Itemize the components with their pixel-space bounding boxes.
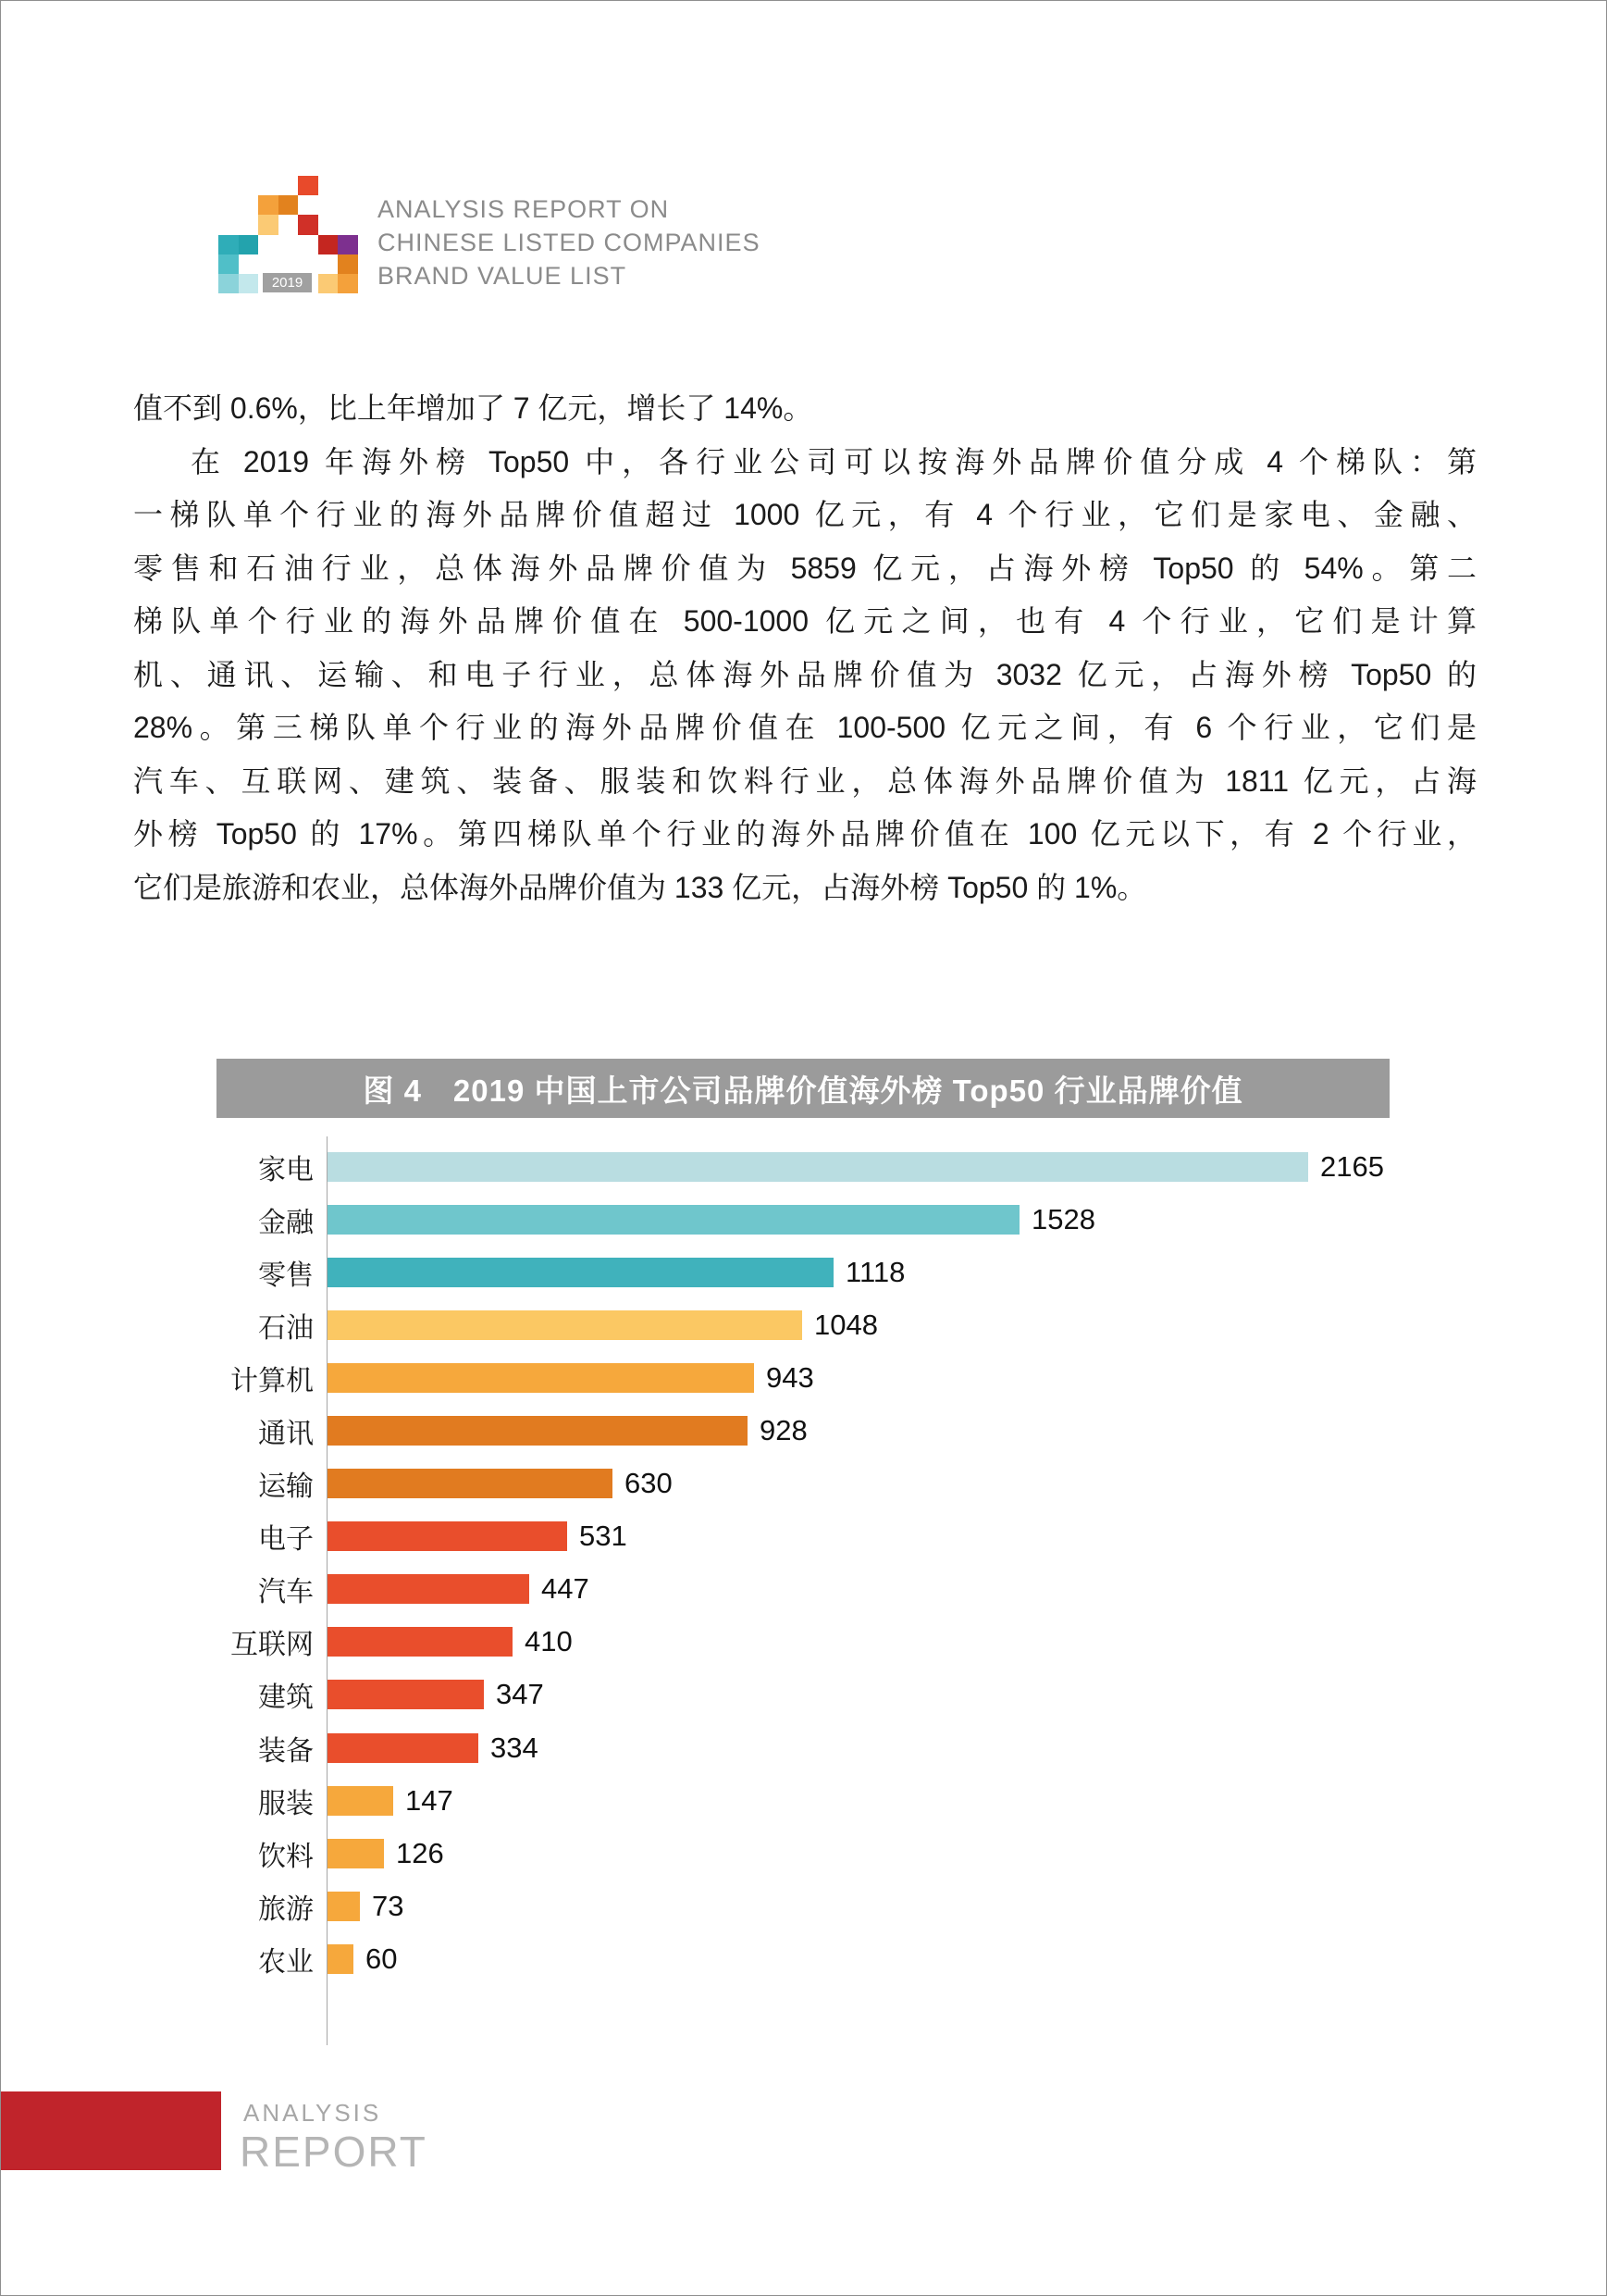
chart-value-label: 126 [396,1836,444,1869]
report-title [377,192,760,292]
chart-row [1,1351,1607,1404]
chart-row [1,1140,1607,1193]
chart-value-label: 60 [365,1942,398,1975]
chart-bar-area [327,1572,589,1606]
chart-category-label: 建筑 [258,1682,314,1714]
chart-row [1,1193,1607,1246]
chart-value-label: 943 [766,1360,814,1394]
chart-bar [327,1892,360,1921]
chart-bar [327,1258,834,1287]
chart-bar [327,1152,1308,1182]
chart-bar-area [327,1150,1384,1184]
report-title-line: CHINESE LISTED COMPANIES [377,229,760,256]
logo-square [298,215,318,234]
logo-square [218,235,239,254]
bar-chart [1,1140,1607,2056]
chart-bar [327,1733,478,1763]
chart-bar [327,1205,1020,1235]
chart-category-label: 饮料 [258,1841,314,1872]
chart-value-label: 334 [490,1731,538,1764]
body-text [133,382,1477,914]
chart-value-label: 2165 [1320,1149,1384,1183]
chart-row [1,1721,1607,1774]
chart-bar [327,1839,384,1868]
chart-value-label: 630 [624,1467,673,1500]
chart-bar [327,1310,802,1340]
paragraph-line: 机、通讯、运输、和电子行业，总体海外品牌价值为 3032 亿元，占海外榜 Top50 的 [133,657,1477,691]
chart-bar-area [327,1256,905,1289]
chart-row [1,1404,1607,1457]
chart-bar-area [327,1731,538,1765]
chart-bar-area [327,1361,814,1395]
chart-category-label: 石油 [258,1312,314,1344]
paragraph-line: 外榜 Top50 的 17%。第四梯队单个行业的海外品牌价值在 100 亿元以下，有 2 个行业， [133,817,1477,850]
chart-row [1,1458,1607,1510]
chart-row [1,1246,1607,1298]
paragraph-line: 一梯队单个行业的海外品牌价值超过 1000 亿元，有 4 个行业，它们是家电、金融、 [133,498,1477,531]
chart-value-label: 73 [372,1889,404,1922]
paragraph-line: 汽车、互联网、建筑、装备、服装和饮料行业，总体海外品牌价值为 1811 亿元，占海 [133,763,1477,798]
chart-bar [327,1469,612,1498]
chart-bar-area [327,1203,1095,1236]
logo-square [338,235,358,254]
chart-row [1,1563,1607,1616]
chart-row [1,1510,1607,1563]
chart-bar [327,1574,529,1604]
chart-axis-line [327,1136,328,2045]
chart-row [1,1774,1607,1827]
chart-bar [327,1416,748,1446]
chart-value-label: 447 [541,1572,589,1606]
logo-square [239,274,259,293]
logo-square [218,254,239,274]
chart-category-label: 电子 [258,1524,314,1556]
logo-year-badge: 2019 [263,273,312,292]
brand-logo [218,176,359,294]
logo-square [298,176,318,195]
chart-value-label: 928 [760,1414,808,1447]
footer-accent-block [1,2091,221,2170]
chart-bar-area [327,1784,453,1818]
chart-bar-area [327,1467,673,1500]
logo-square [258,195,278,215]
chart-category-label: 互联网 [230,1630,314,1661]
logo-square [258,215,278,234]
chart-bar [327,1627,513,1657]
chart-category-label: 汽车 [258,1577,314,1608]
chart-value-label: 347 [496,1678,544,1711]
chart-category-label: 计算机 [230,1365,314,1396]
logo-square [318,274,339,293]
chart-category-label: 旅游 [258,1893,314,1925]
paragraph-line: 28%。第三梯队单个行业的海外品牌价值在 100-500 亿元之间，有 6 个行业，它们是 [133,711,1477,744]
chart-row [1,1880,1607,1932]
chart-bar-area [327,1520,627,1553]
chart-value-label: 147 [405,1783,453,1817]
chart-row [1,1827,1607,1880]
paragraph-line: 值不到 0.6%，比上年增加了 7 亿元，增长了 14%。 [133,391,813,425]
paragraph-line: 在 2019 年海外榜 Top50 中，各行业公司可以按海外品牌价值分成 4 个梯队：第 [191,444,1477,478]
chart-bar-area [327,1625,573,1658]
chart-category-label: 运输 [258,1471,314,1503]
report-title-line: BRAND VALUE LIST [377,262,627,290]
chart-category-label: 通讯 [258,1419,314,1450]
chart-category-label: 装备 [258,1735,314,1767]
chart-value-label: 1528 [1032,1202,1095,1235]
chart-category-label: 农业 [258,1946,314,1978]
chart-bar-area [327,1678,544,1711]
chart-category-label: 零售 [258,1260,314,1291]
chart-bar-area [327,1309,878,1342]
chart-rows [1,1140,1607,1986]
logo-square [338,254,358,274]
chart-value-label: 410 [525,1625,573,1658]
chart-bar [327,1521,567,1551]
figure-caption: 图 4 2019 中国上市公司品牌价值海外榜 Top50 行业品牌价值 [216,1059,1390,1118]
chart-row [1,1298,1607,1351]
paragraph-line: 零售和石油行业，总体海外品牌价值为 5859 亿元，占海外榜 Top50 的 54%。第二 [133,551,1477,585]
chart-category-label: 金融 [258,1207,314,1238]
chart-category-label: 家电 [258,1154,314,1185]
chart-value-label: 1118 [846,1255,906,1288]
chart-value-label: 1048 [814,1308,878,1341]
logo-square [318,235,339,254]
chart-value-label: 531 [579,1520,627,1553]
chart-row [1,1932,1607,1985]
chart-bar-area [327,1837,444,1870]
paragraph-line: 它们是旅游和农业，总体海外品牌价值为 133 亿元，占海外榜 Top50 的 1%。 [133,870,1147,904]
logo-square [338,274,358,293]
chart-bar-area [327,1942,397,1976]
logo-square [218,274,239,293]
footer-report-label: REPORT [240,2128,427,2176]
footer-analysis-label: ANALYSIS [243,2099,382,2127]
chart-bar [327,1944,353,1974]
chart-row [1,1616,1607,1669]
chart-bar [327,1786,393,1816]
logo-square [278,195,299,215]
chart-row [1,1669,1607,1721]
chart-bar [327,1680,484,1709]
logo-square [239,235,259,254]
chart-category-label: 服装 [258,1788,314,1819]
chart-bar-area [327,1890,403,1923]
paragraph-line: 梯队单个行业的海外品牌价值在 500-1000 亿元之间，也有 4 个行业，它们是计算 [133,604,1477,638]
chart-bar [327,1363,754,1393]
chart-bar-area [327,1414,808,1447]
report-title-line: ANALYSIS REPORT ON [377,195,670,223]
